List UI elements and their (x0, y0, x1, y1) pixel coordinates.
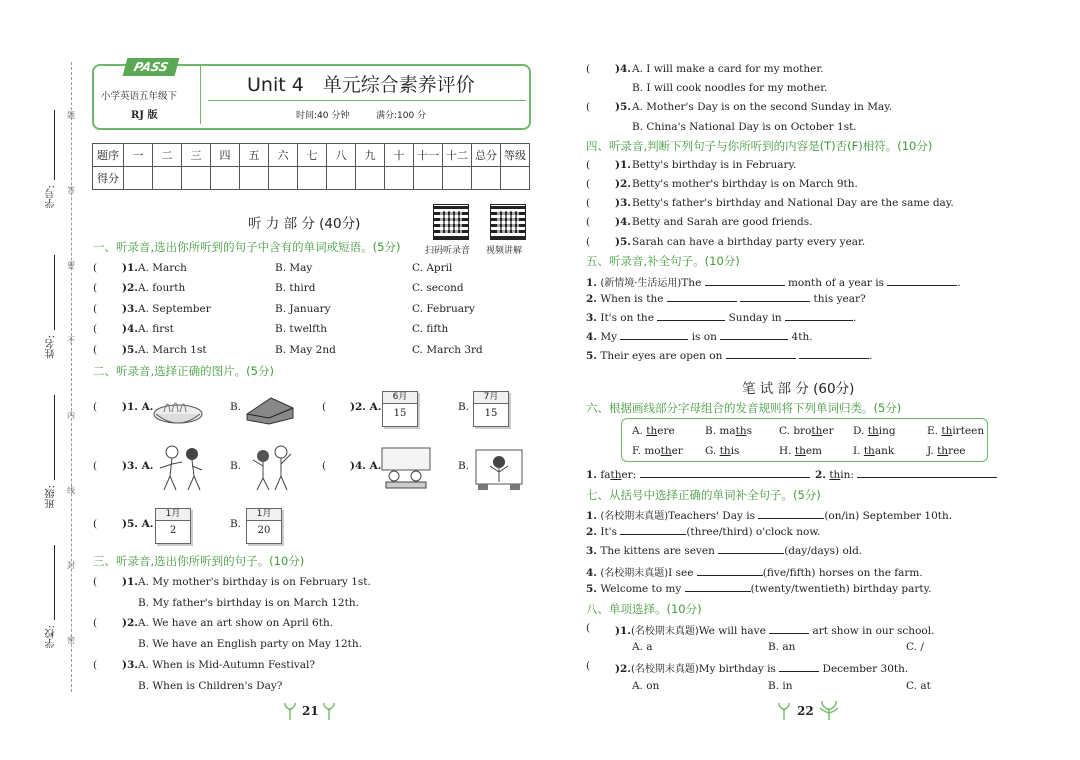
blank[interactable] (705, 285, 785, 286)
col-header: 十一 (414, 144, 443, 167)
blank[interactable] (726, 358, 796, 359)
option-a: A. September (138, 303, 211, 315)
binding-char: 封 (67, 561, 75, 570)
question-number: )5. (122, 344, 138, 356)
question-number: )2. (615, 178, 631, 190)
statement: Sarah can have a birthday party every year. (632, 236, 866, 248)
question-number: )3. (122, 659, 138, 671)
answer-paren[interactable]: ( (322, 460, 327, 472)
blank[interactable] (685, 591, 751, 592)
option-b-label: B. (230, 460, 242, 472)
score-cell[interactable] (153, 167, 182, 190)
blank[interactable] (620, 534, 686, 535)
blank[interactable] (887, 285, 957, 286)
calendar-picture[interactable] (382, 391, 418, 427)
word-option: G. this (705, 445, 740, 457)
option-c: C. March 3rd (412, 344, 483, 356)
word-option: D. thing (853, 425, 896, 437)
pass-badge: PASS (123, 58, 180, 76)
school-label: 学校: (46, 625, 57, 649)
score-cell[interactable] (240, 167, 269, 190)
question-label: )5. A. (122, 518, 154, 530)
writing-title: 笔 试 部 分 (60分) (742, 381, 855, 397)
row-label: 得分 (93, 167, 124, 190)
score-table-header-row (93, 144, 530, 167)
score-cell[interactable] (414, 167, 443, 190)
option-b: B. an (768, 641, 796, 653)
blank[interactable] (718, 553, 784, 554)
answer-paren[interactable]: ( (586, 63, 591, 75)
leaf-icon (322, 702, 336, 720)
answer-paren[interactable]: ( (93, 617, 98, 629)
text: It's on the (600, 312, 654, 324)
binding-char: 线 (67, 486, 75, 495)
option-a: A. first (138, 323, 174, 335)
answer-paren[interactable]: ( (586, 101, 591, 113)
score-cell[interactable] (472, 167, 501, 190)
word-option: B. maths (705, 425, 752, 437)
question-tag: (名校期末真题) (600, 511, 669, 522)
exam-score: 满分:100 分 (376, 111, 427, 121)
text: The (681, 277, 702, 289)
binding-char: 要 (67, 261, 75, 270)
word-option: F. mother (632, 445, 683, 457)
col-header: 十二 (443, 144, 472, 167)
fill-line-5 (586, 583, 931, 595)
text: The kittens are seven (600, 545, 715, 557)
score-cell[interactable] (356, 167, 385, 190)
col-header: 总分 (472, 144, 501, 167)
col-header: 三 (182, 144, 211, 167)
option-b: B. I will cook noodles for my mother. (632, 82, 828, 94)
text: I see (668, 567, 694, 579)
question-number: 2. (586, 293, 597, 305)
mc-question-1 (615, 622, 934, 637)
calendar-picture[interactable] (155, 508, 191, 544)
question-number: )4. (122, 323, 138, 335)
answer-paren[interactable]: ( (93, 460, 98, 472)
text: month of a year is (787, 277, 884, 289)
option-b: B. China's National Day is on October 1st. (632, 121, 857, 133)
option-c: C. at (906, 680, 931, 692)
question-number: )2. (615, 663, 631, 675)
section-1-title: 一、听录音,选出你所听到的句子中含有的单词或短语。(5分) (93, 240, 401, 254)
classroom-picture[interactable] (378, 444, 434, 490)
option-b: B. May (275, 262, 313, 274)
question-label: )2. A. (350, 401, 382, 413)
section-6-title: 六、根据画线部分字母组合的发音规则将下列单词归类。(5分) (586, 401, 902, 415)
classify-answer-1: 1. father: (586, 469, 810, 481)
text: When is the (600, 293, 664, 305)
answer-paren[interactable]: ( (93, 518, 98, 530)
word-option: E. thirteen (927, 425, 985, 437)
fill-line-5 (586, 350, 872, 362)
question-number: )1. (122, 576, 138, 588)
score-cell[interactable] (327, 167, 356, 190)
option-c: C. fifth (412, 323, 449, 335)
option-a: A. March 1st (138, 344, 207, 356)
page-number: 22 (797, 704, 814, 718)
answer-paren[interactable]: ( (586, 660, 591, 672)
qr-audio-caption: 扫码听录音 (425, 246, 471, 256)
col-header: 等级 (501, 144, 530, 167)
score-cell[interactable] (182, 167, 211, 190)
question-label: )3. A. (122, 460, 154, 472)
answer-paren[interactable]: ( (586, 622, 591, 634)
question-number: 3. (586, 545, 597, 557)
blank[interactable] (657, 320, 725, 321)
statement: Betty's birthday is in February. (632, 159, 797, 171)
section-2-title: 二、听录音,选择正确的图片。(5分) (93, 364, 274, 378)
section-7-title: 七、从括号中选择正确的单词补全句子。(5分) (586, 488, 821, 502)
title-underline (208, 100, 526, 101)
text: My birthday is (698, 663, 776, 675)
score-cell[interactable] (211, 167, 240, 190)
option-a: A. We have an art show on April 6th. (138, 617, 334, 629)
text: We will have (698, 625, 766, 637)
question-number: 2. (586, 526, 597, 538)
option-b: B. My father's birthday is on March 12th. (138, 597, 359, 609)
col-header: 九 (356, 144, 385, 167)
question-tag: (名校期末真题) (600, 568, 669, 579)
calendar-month: 1月 (247, 509, 281, 521)
word-option: C. brother (779, 425, 834, 437)
option-c: C. April (412, 262, 453, 274)
class-field[interactable] (54, 395, 55, 480)
answer-paren[interactable]: ( (586, 159, 591, 171)
col-header: 四 (211, 144, 240, 167)
text: Welcome to my (600, 583, 682, 595)
answer-paren[interactable]: ( (586, 216, 591, 228)
question-number: )3. (122, 303, 138, 315)
answer-paren[interactable]: ( (93, 323, 98, 335)
answer-paren[interactable]: ( (586, 178, 591, 190)
word-option: I. thank (853, 445, 895, 457)
blank[interactable] (779, 671, 819, 672)
statement: Betty's mother's birthday is on March 9th. (632, 178, 858, 190)
name-field[interactable] (54, 255, 55, 330)
book-title: 小学英语五年级下 (101, 91, 178, 102)
answer-paren[interactable]: ( (93, 401, 98, 413)
singing-stage-picture[interactable] (472, 444, 526, 490)
section-8-title: 八、单项选择。(10分) (586, 602, 702, 616)
header-divider (200, 66, 201, 124)
col-header: 七 (298, 144, 327, 167)
score-cell[interactable] (385, 167, 414, 190)
calendar-picture[interactable] (246, 508, 282, 544)
answer-paren[interactable]: ( (93, 344, 98, 356)
blank[interactable] (667, 301, 737, 302)
text: Sunday in (728, 312, 782, 324)
text: (twenty/twentieth) birthday party. (750, 583, 932, 595)
binding-char: 密 (67, 636, 75, 645)
page-number: 21 (302, 704, 319, 718)
blank[interactable] (697, 575, 763, 576)
blank[interactable] (620, 339, 688, 340)
fill-line-3 (586, 312, 856, 324)
option-b: B. May 2nd (275, 344, 336, 356)
question-number: )1. (615, 625, 631, 637)
text: . (853, 312, 857, 324)
question-number: )5. (615, 236, 631, 248)
option-a: A. Mother's Day is on the second Sunday in May. (632, 101, 893, 113)
blank[interactable] (640, 477, 810, 478)
answer-paren[interactable]: ( (93, 303, 98, 315)
score-cell[interactable] (443, 167, 472, 190)
question-number: 3. (586, 312, 597, 324)
col-header: 八 (327, 144, 356, 167)
col-header: 十 (385, 144, 414, 167)
blank[interactable] (799, 358, 869, 359)
fill-line-3 (586, 545, 862, 557)
text: (on/in) September 10th. (824, 510, 953, 522)
col-header: 一 (124, 144, 153, 167)
answer-paren[interactable]: ( (93, 282, 98, 294)
leaf-icon (283, 702, 297, 720)
option-a: A. a (632, 641, 653, 653)
question-number: )5. (615, 101, 631, 113)
binding-char: 不 (67, 336, 75, 345)
text: Their eyes are open on (600, 350, 723, 362)
name-label: 姓名: (46, 335, 57, 359)
statement: Betty's father's birthday and National Day are the same day. (632, 197, 954, 209)
answer-paren[interactable]: ( (93, 659, 98, 671)
calendar-month: 7月 (474, 392, 508, 404)
answer-paren[interactable]: ( (93, 576, 98, 588)
text: is on (691, 331, 717, 343)
option-c: C. / (906, 641, 924, 653)
section-5-title: 五、听录音,补全句子。(10分) (586, 254, 740, 268)
answer-paren[interactable]: ( (586, 236, 591, 248)
tree-icon (818, 700, 840, 720)
option-a: A. on (632, 680, 660, 692)
col-header: 五 (240, 144, 269, 167)
option-b: B. twelfth (275, 323, 328, 335)
option-a: A. fourth (138, 282, 186, 294)
calendar-picture[interactable] (473, 391, 509, 427)
question-number: )3. (615, 197, 631, 209)
fill-line-1 (586, 507, 952, 522)
fill-line-4 (586, 564, 923, 579)
exam-time: 时间:40 分钟 (296, 111, 350, 121)
blank[interactable] (769, 633, 809, 634)
text: this year? (813, 293, 866, 305)
calendar-day: 2 (169, 525, 177, 536)
question-number: )2. (122, 282, 138, 294)
noodles-picture[interactable] (150, 392, 206, 430)
option-a: A. When is Mid-Autumn Festival? (138, 659, 316, 671)
option-a: A. My mother's birthday is on February 1st. (138, 576, 371, 588)
col-header: 二 (153, 144, 182, 167)
page-title: Unit 4 单元综合素养评价 (247, 74, 475, 96)
blank[interactable] (857, 477, 997, 478)
section-4-title: 四、听录音,判断下列句子与你所听到的内容是(T)否(F)相符。(10分) (586, 139, 933, 153)
question-label: )1. A. (122, 401, 154, 413)
text: (day/days) old. (784, 545, 863, 557)
option-c: C. February (412, 303, 475, 315)
option-b-label: B. (458, 401, 470, 413)
answer-paren[interactable]: ( (322, 401, 327, 413)
section-3-title: 三、听录音,选出你所听到的句子。(10分) (93, 554, 305, 568)
qr-code-icon[interactable] (490, 204, 526, 240)
score-cell[interactable] (501, 167, 530, 190)
binding-line (71, 62, 72, 692)
question-number: )2. (122, 617, 138, 629)
option-c: C. second (412, 282, 464, 294)
question-number: )4. (615, 216, 631, 228)
question-number: 1. (586, 277, 597, 289)
blank[interactable] (720, 339, 788, 340)
question-number: )1. (615, 159, 631, 171)
question-label: )4. A. (350, 460, 382, 472)
question-tag: (新情境·生活运用) (600, 278, 682, 289)
option-a: A. I will make a card for my mother. (632, 63, 824, 75)
binding-char: 题 (67, 111, 75, 120)
option-a: A. March (138, 262, 187, 274)
people-cheering-picture[interactable] (245, 442, 297, 492)
calendar-day: 15 (393, 408, 407, 419)
col-header: 六 (269, 144, 298, 167)
option-b: B. third (275, 282, 316, 294)
score-cell[interactable] (269, 167, 298, 190)
text: art show in our school. (812, 625, 935, 637)
fill-line-4 (586, 331, 813, 343)
option-b-label: B. (230, 401, 242, 413)
leaf-icon (777, 702, 791, 720)
calendar-month: 6月 (383, 392, 417, 404)
qr-code-icon[interactable] (433, 204, 469, 240)
text: (three/third) o'clock now. (686, 526, 821, 538)
word-option: A. there (632, 425, 675, 437)
listening-title: 听 力 部 分 (40分) (248, 216, 361, 232)
calendar-day: 20 (257, 525, 271, 536)
question-number: 4. (586, 331, 597, 343)
text: (five/fifth) horses on the farm. (762, 567, 923, 579)
option-b-label: B. (230, 518, 242, 530)
calendar-month: 1月 (156, 509, 190, 521)
question-number: 5. (586, 583, 597, 595)
classify-answer-2: 2. thin: (815, 469, 997, 481)
blank[interactable] (785, 320, 853, 321)
text: December 30th. (822, 663, 909, 675)
question-number: )4. (615, 63, 631, 75)
text: . (869, 350, 873, 362)
text: My (600, 331, 617, 343)
text: 4th. (791, 331, 813, 343)
text: It's (600, 526, 617, 538)
option-b: B. When is Children's Day? (138, 680, 283, 692)
question-number: 2. (815, 469, 826, 481)
row-label: 题序 (93, 144, 124, 167)
book-edition: RJ 版 (131, 110, 158, 121)
text: . (957, 277, 961, 289)
question-number: 1. (586, 469, 597, 481)
word-option: H. them (779, 445, 822, 457)
text: Teachers' Day is (668, 510, 755, 522)
statement: Betty and Sarah are good friends. (632, 216, 813, 228)
score-table-score-row (93, 167, 530, 190)
answer-paren[interactable]: ( (93, 262, 98, 274)
school-field[interactable] (54, 545, 55, 620)
question-number: 4. (586, 567, 597, 579)
score-table (92, 143, 530, 190)
fill-line-2 (586, 293, 866, 305)
option-b: B. in (768, 680, 793, 692)
fill-line-2 (586, 526, 820, 538)
word-option: J. three (927, 445, 966, 457)
question-tag: (名校期末真题) (630, 626, 699, 637)
student-id-label: 学号: (46, 185, 57, 209)
binding-char: 内 (67, 411, 75, 420)
option-b: B. January (275, 303, 331, 315)
cake-picture[interactable] (241, 390, 297, 426)
option-b: B. We have an English party on May 12th. (138, 638, 362, 650)
question-tag: (名校期末真题) (630, 664, 699, 675)
score-cell[interactable] (298, 167, 327, 190)
score-cell[interactable] (124, 167, 153, 190)
mc-question-2 (615, 660, 908, 675)
calendar-day: 15 (484, 408, 498, 419)
student-id-field[interactable] (54, 110, 55, 180)
qr-video-caption: 视频讲解 (486, 246, 523, 256)
answer-paren[interactable]: ( (586, 197, 591, 209)
question-number: 5. (586, 350, 597, 362)
blank[interactable] (740, 301, 810, 302)
question-number: 1. (586, 510, 597, 522)
option-b-label: B. (458, 460, 470, 472)
question-number: )1. (122, 262, 138, 274)
people-dancing-picture[interactable] (150, 442, 210, 492)
blank[interactable] (758, 518, 824, 519)
fill-line-1 (586, 274, 961, 289)
class-label: 班级: (46, 485, 57, 509)
binding-char: 答 (67, 186, 75, 195)
